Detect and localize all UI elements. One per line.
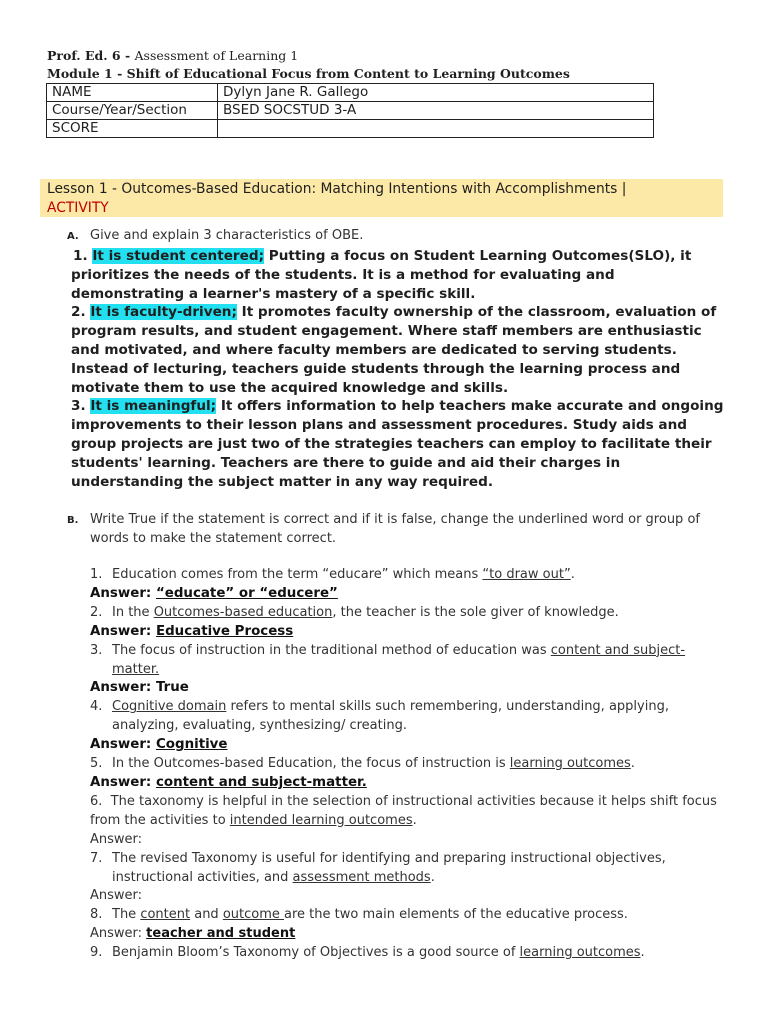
highlighted-phrase: It is student centered; [92, 248, 265, 264]
answer-label: Answer: [90, 774, 156, 790]
answer-paragraph [71, 303, 731, 397]
item-text: In the [112, 604, 154, 620]
table-row [47, 102, 654, 120]
item-text: In the Outcomes-based Education, the focus of instruction is [112, 756, 510, 772]
table-label-cell: SCORE [47, 120, 218, 138]
item-number: 6. [90, 793, 103, 809]
part-b-instruction: Write True if the statement is correct and if it is false, change the underlined word or group of words to make the statement correct. [90, 512, 700, 546]
item-number: 2. [90, 604, 103, 620]
answer-number: 1. [73, 248, 88, 264]
underlined-term: content and subject-matter. [112, 642, 686, 677]
item-text: . [430, 869, 435, 885]
table-value-cell: BSED SOCSTUD 3-A [218, 102, 654, 120]
underlined-term: intended learning outcomes [229, 812, 413, 828]
course-title: Assessment of Learning 1 [134, 48, 299, 63]
answer-value: “educate” or “educere” [155, 585, 338, 601]
list-item [90, 642, 730, 680]
answer-line [90, 887, 730, 906]
list-item [90, 944, 730, 963]
item-number: 9. [90, 945, 103, 961]
module-title: Module 1 - Shift of Educational Focus from Content to Learning Outcomes [47, 66, 570, 81]
item-text: . [630, 756, 635, 772]
item-text: and [190, 907, 223, 923]
item-text: refers to mental skills such remembering, understanding, applying, analyzing, evaluating, synthesizing/ creating. [112, 699, 669, 734]
item-text: The focus of instruction in the traditional method of education was [112, 642, 551, 658]
table-row [47, 120, 654, 138]
list-item [90, 906, 730, 925]
course-code: Prof. Ed. 6 - [47, 48, 135, 63]
item-text: The [112, 907, 141, 923]
lesson-title: Lesson 1 - Outcomes-Based Education: Matching Intentions with Accomplishments | [47, 181, 627, 197]
underlined-term: content [140, 907, 191, 923]
answer-label: Answer: [90, 585, 156, 601]
true-false-list [90, 566, 730, 963]
activity-tag: ACTIVITY [47, 199, 109, 216]
table-row [47, 84, 654, 102]
part-a-answers [71, 247, 731, 491]
table-label-cell: NAME [47, 84, 218, 102]
item-text: Education comes from the term “educare” which means [112, 567, 483, 582]
item-text: . [412, 812, 417, 828]
list-item [90, 755, 730, 774]
table-label-cell: Course/Year/Section [47, 102, 218, 120]
lesson-banner [40, 179, 723, 217]
list-item [90, 698, 730, 736]
item-text: Benjamin Bloom’s Taxonomy of Objectives is a good source of [112, 945, 520, 961]
underlined-term: “to draw out” [482, 567, 571, 582]
course-line [47, 48, 298, 64]
answer-line [90, 623, 730, 642]
list-item [90, 793, 730, 831]
answer-value: Cognitive [155, 737, 228, 753]
answer-line [90, 831, 730, 850]
item-text: . [640, 945, 645, 961]
underlined-term: learning outcomes [509, 756, 631, 772]
underlined-term: assessment methods [292, 869, 431, 885]
item-number: 7. [90, 850, 103, 866]
answer-label: Answer: [90, 623, 156, 639]
item-text: . [570, 567, 575, 582]
highlighted-phrase: It is faculty-driven; [90, 304, 237, 321]
answer-value: Educative Process [155, 623, 294, 639]
answer-number: 3. [71, 398, 86, 415]
answer-text: It promotes faculty ownership of the classroom, evaluation of program results, and student engagement. Where staff members are enthusiastic and motivated, and where faculty members are dedicated to serving students. Instead of lecturing, teachers guide students through the learning process and motivate them to use the acquired knowledge and skills. [71, 304, 717, 396]
highlighted-phrase: It is meaningful; [90, 398, 217, 415]
answer-line [90, 774, 730, 793]
item-text: The taxonomy is helpful in the selection of instructional activities because it helps shift focus from the activities to [90, 793, 717, 828]
answer-number: 2. [71, 304, 86, 321]
underlined-term: outcome [222, 907, 285, 923]
table-value-cell [218, 120, 654, 138]
answer-line [90, 736, 730, 755]
list-item [90, 850, 730, 888]
item-number: 4. [90, 699, 103, 715]
item-text: , the teacher is the sole giver of knowledge. [332, 604, 619, 620]
underlined-term: Cognitive domain [112, 699, 227, 715]
part-b-label: B. [67, 515, 79, 526]
part-a-question: Give and explain 3 characteristics of OBE. [90, 228, 364, 243]
answer-paragraph [71, 397, 731, 491]
answer-paragraph [71, 247, 731, 303]
answer-value: content and subject-matter. [155, 774, 367, 790]
item-text: are the two main elements of the educative process. [284, 907, 628, 923]
underlined-term: learning outcomes [519, 945, 641, 961]
answer-label: Answer: True [90, 680, 189, 696]
item-number: 5. [90, 756, 103, 772]
table-value-cell: Dylyn Jane R. Gallego [218, 84, 654, 102]
answer-label: Answer: [90, 737, 156, 753]
answer-value: teacher and student [146, 926, 296, 942]
answer-label: Answer: [90, 926, 147, 942]
underlined-term: Outcomes-based education [153, 604, 333, 620]
student-info-table [46, 83, 654, 138]
part-a-label: A. [67, 231, 79, 242]
answer-line [90, 925, 730, 944]
item-number: 1. [90, 567, 103, 582]
answer-line [90, 679, 730, 698]
item-text: The revised Taxonomy is useful for identifying and preparing instructional objectives, instructional activities, and [112, 850, 666, 885]
answer-label: Answer: [90, 888, 143, 904]
answer-line [90, 585, 730, 604]
answer-text: It offers information to help teachers make accurate and ongoing improvements to their lesson plans and assessment procedures. Study aids and group projects are just two of the strategies teachers can employ to facilitate their students' learning. Teachers are there to guide and aid their charges in understanding the subject matter in any way required. [71, 398, 724, 490]
list-item [90, 604, 730, 623]
list-item [90, 566, 730, 585]
item-number: 8. [90, 907, 103, 923]
answer-text: Putting a focus on Student Learning Outcomes(SLO), it prioritizes the needs of the students. It is a method for evaluating and demonstrating a learner's mastery of a specific skill. [71, 248, 692, 302]
item-number: 3. [90, 642, 103, 658]
answer-label: Answer: [90, 831, 143, 847]
